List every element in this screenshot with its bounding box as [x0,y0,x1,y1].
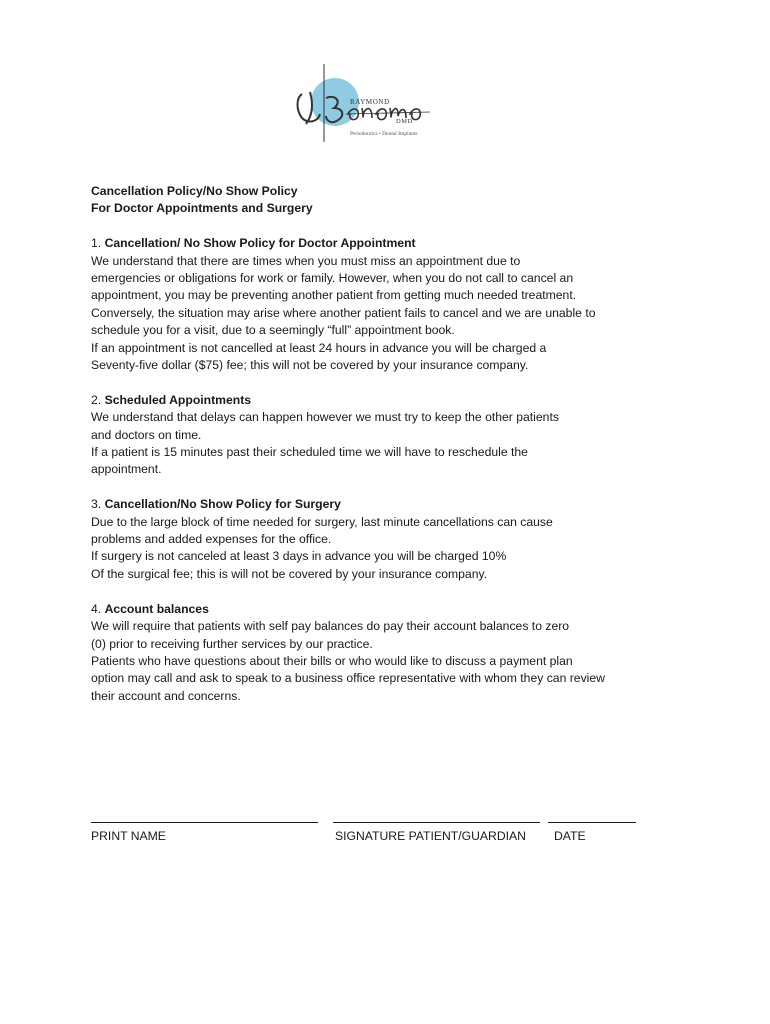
section-line: appointment. [91,462,162,477]
section-line: We understand that delays can happen however we must try to keep the other patients [91,410,559,425]
print-name-label: PRINT NAME [91,829,166,843]
section-line: emergencies or obligations for work or family. However, when you do not call to cancel an [91,271,574,286]
section-heading [91,392,651,409]
practice-logo [290,62,450,146]
section-line: Due to the large block of time needed for surgery, last minute cancellations can cause [91,514,553,529]
document-title: Cancellation Policy/No Show Policy [91,184,298,198]
section-line: Conversely, the situation may arise where another patient fails to cancel and we are unable to [91,305,596,320]
document-subtitle: For Doctor Appointments and Surgery [91,201,313,216]
date-field[interactable] [548,812,636,845]
section-line: If a patient is 15 minutes past their scheduled time we will have to reschedule the [91,445,528,460]
section-line: option may call and ask to speak to a business office representative with whom they can review [91,671,605,686]
section-line: Of the surgical fee; this is will not be covered by your insurance company. [91,566,488,581]
section-title: Cancellation/ No Show Policy for Doctor Appointment [104,236,416,251]
print-name-field[interactable] [91,812,318,845]
signature-field[interactable] [333,812,540,845]
section-line: If an appointment is not cancelled at least 24 hours in advance you will be charged a [91,340,547,355]
section-line: Patients who have questions about their bills or who would like to discuss a payment plan [91,653,573,668]
section-line: and doctors on time. [91,427,202,442]
date-label: DATE [554,829,586,843]
section-heading [91,235,651,252]
logo-tagline: Periodontics • Dental Implants [350,131,418,137]
section-line: problems and added expenses for the office. [91,532,332,547]
section-line: appointment, you may be preventing another patient from getting much needed treatment. [91,288,577,303]
section-title: Scheduled Appointments [104,392,252,407]
section-heading [91,601,651,618]
section-line: schedule you for a visit, due to a seemingly “full” appointment book. [91,323,455,338]
print-name-line[interactable] [91,812,318,823]
section-heading [91,496,651,513]
section-line: We will require that patients with self pay balances do pay their account balances to zero [91,619,570,634]
date-line[interactable] [548,812,636,823]
section-number: 2. [91,392,102,407]
section-number: 1. [91,236,102,251]
section-title: Account balances [104,601,209,616]
signature-label: SIGNATURE PATIENT/GUARDIAN [335,829,526,843]
section-number: 3. [91,497,102,512]
signature-line[interactable] [333,812,540,823]
section-title: Cancellation/No Show Policy for Surgery [104,497,341,512]
section-line: (0) prior to receiving further services by our practice. [91,636,373,651]
section-line: their account and concerns. [91,688,241,703]
section-line: Seventy-five dollar ($75) fee; this will not be covered by your insurance company. [91,358,529,373]
section-line: We understand that there are times when you must miss an appointment due to [91,253,521,268]
logo-name-top: RAYMOND [350,98,390,106]
logo-credential: DMD [396,118,413,125]
policy-content [91,183,651,705]
section-number: 4. [91,601,102,616]
section-line: If surgery is not canceled at least 3 days in advance you will be charged 10% [91,549,507,564]
